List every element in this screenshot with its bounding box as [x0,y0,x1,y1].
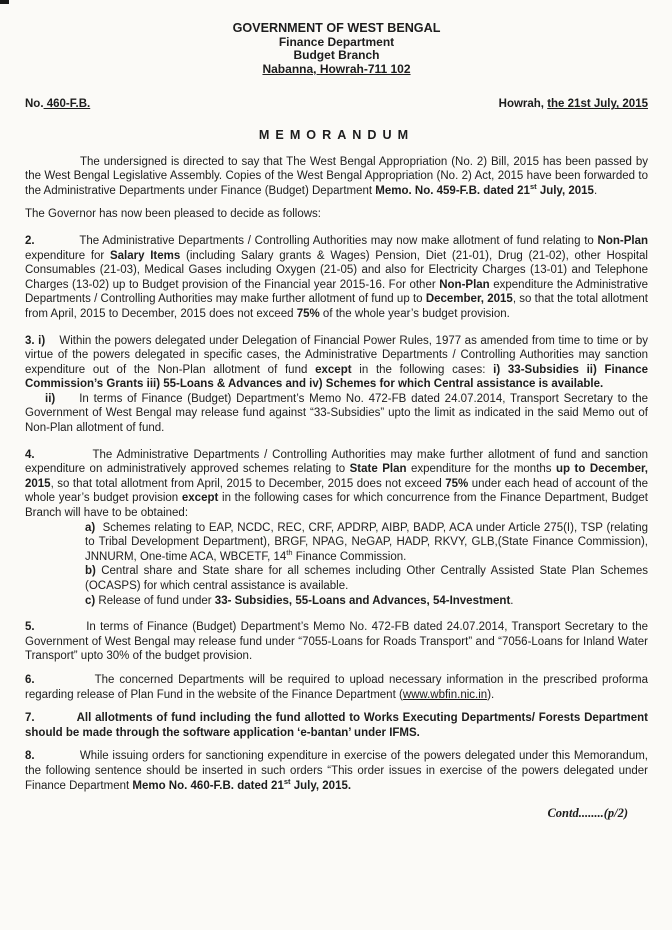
text-segment: up to December, 2015 [25,463,649,490]
text-segment: Central share and State share for all schemes including Other Centrally Assisted State Plan Schemes (OCASPS) for which central assistance is available. [85,565,648,592]
date-line: Howrah, the 21st July, 2015 [498,98,648,111]
text-segment: 2. [25,234,35,247]
text-segment: under each head of account of the whole year’s budget provision [25,477,649,505]
text-segment: July, 2015. [290,779,352,792]
text-segment: Salary Items [109,249,181,262]
text-segment: ii) [45,392,56,405]
text-segment: In terms of Finance (Budget) Department’s Memo No. 472-FB dated 24.07.2014, Transport Secretary to the Government of West Bengal may release fund against “33-Subsidies” upto the limit as indicated in the said Memo out of Non-Plan allotment of fund. [25,392,648,435]
text-segment: expenditure the Administrative Departments / Controlling Authorities may make further allotment of fund up to [25,278,648,306]
text-segment: b) [85,565,96,578]
paragraph-4a [85,521,648,565]
continuation-note: Contd........(p/2) [547,806,628,821]
text-segment: expenditure for the months [406,463,557,476]
text-segment: Finance Commission. [292,550,407,563]
memo-title: MEMORANDUM [258,127,415,142]
text-segment: www.wbfin.nic.in [402,688,488,701]
paragraph-intro [25,155,648,199]
text-segment: Non-Plan [439,278,490,291]
text-segment: 7. [25,712,35,725]
paragraph-governor: The Governor has now been pleased to decide as follows: [25,208,321,221]
text-segment: December, 2015 [425,293,513,306]
text-segment: Within the powers delegated under Delegation of Financial Power Rules, 1977 as amended from time to time or by virtue of the powers delegated in specific cases, the Administrative Departments / Controlling Authorities may sanction expenditure out of the Non-Plan allotment of fund [25,334,649,376]
text-segment: in the following cases for which concurrence from the Finance Department, Budget Branch will have to be obtained: [25,492,648,520]
text-segment: The Administrative Departments / Controlling Authorities may now make allotment of fund relating to [34,234,598,247]
paragraph-6 [25,673,648,702]
text-segment: Non-Plan [597,234,648,247]
text-segment: . [593,184,598,197]
text-segment: 75% [445,477,469,490]
text-segment: State Plan [349,463,407,476]
text-segment: , so that total allotment from April, 2015 to December, 2015 does not exceed [50,477,446,490]
paragraph-3ii [25,392,648,436]
text-segment: In terms of Finance (Budget) Department’s Memo No. 472-FB dated 24.07.2014, Transport Secretary to the Government of West Bengal may release fund under “7055-Loans for Roads Transport” and “7056-Loans for Inland Water Transport” upto 30% of the budget provision. [25,621,648,663]
paragraph-8 [25,749,648,793]
paragraph-4b [85,564,648,593]
text-segment: in the following cases: [351,363,494,376]
text-segment: except [315,363,352,376]
text-segment: st [283,776,291,786]
text-segment: July, 2015 [536,184,594,197]
text-segment: 33- Subsidies, 55-Loans and Advances, 54-Investment [214,594,511,607]
reference-row [25,97,648,112]
branch-name: Budget Branch [293,48,380,63]
text-segment: th [286,547,293,557]
text-segment: Memo No. 460-F.B. dated 21 [132,779,284,792]
scan-artifact [0,0,9,4]
paragraph-7 [25,711,648,740]
text-segment: 6. [25,673,35,686]
text-segment: of the whole year’s budget provision. [319,307,510,320]
text-segment: c) [85,594,96,607]
text-segment: While issuing orders for sanctioning expenditure in exercise of the powers delegated under this Memorandum, the following sentence should be inserted in such orders “This order issues in exercise of the powers delegated under Finance Department [25,750,648,792]
memo-number: No. 460-F.B. [25,98,91,111]
paragraph-3i [25,334,648,392]
text-segment: The concerned Departments will be required to upload necessary information in the prescribed proforma regarding release of Plan Fund in the website of the Finance Department ( [25,673,648,701]
text-segment: except [181,492,219,505]
org-name: GOVERNMENT OF WEST BENGAL [232,21,441,35]
address-line: Nabanna, Howrah-711 102 [262,61,411,76]
text-segment: Schemes relating to EAP, NCDC, REC, CRF, APDRP, AIBP, BADP, ACA under Article 275(I), TSP (relating to Tribal Development Department), BRGF, NPAG, NeGAP, HADP, RKVY, GLB,(State Finance Commission), JNNURM, One-time ACA, WBCETF, 14 [85,521,648,563]
text-segment: (including Salary grants & Wages) Pension, Diet (21-01), Drug (21-02), other Hospital Consumables (21-03), Medical Gases including Oxygen (21-05) and also for Electricity Charges (13-01) and Telephone Charges (13-02) up to Budget provision of the Financial year 2015-16. For other [25,249,648,291]
text-segment: st [529,181,537,191]
text-segment: i) 33-Subsidies ii) Finance Commission’s Grants iii) 55-Loans & Advances and iv) Schemes for which Central assistance is available. [25,363,648,391]
paragraph-4 [25,448,648,521]
text-segment: The Administrative Departments / Controlling Authorities may make further allotment of fund and sanction expenditure on administratively approved schemes relating to [25,448,648,476]
text-segment: ). [487,688,495,701]
text-segment: Release of fund under [95,594,215,607]
text-segment: . [510,594,514,607]
text-segment: 3. i) [25,334,46,347]
paragraph-4c [85,594,648,609]
paragraph-5 [25,620,648,664]
text-segment: 5. [25,621,35,634]
text-segment: 8. [25,750,35,763]
text-segment: The undersigned is directed to say that The West Bengal Appropriation (No. 2) Bill, 2015 has been passed by the West Bengal Legislative Assembly. Copies of the West Bengal Appropriation (No. 2) Act, 2015 have been forwarded to the Administrative Departments under Finance (Budget) Department [25,155,648,197]
text-segment: , so that the total allotment from April, 2015 to December, 2015 does not exceed [25,293,648,320]
text-segment: 4. [25,448,35,461]
department-name: Finance Department [278,34,395,49]
text-segment: All allotments of fund including the fund allotted to Works Executing Departments/ Forests Department should be made through the software application ‘e-bantan’ under IFMS. [25,712,648,739]
letterhead [25,22,648,76]
text-segment: expenditure for [25,249,110,262]
paragraph-2 [25,234,648,322]
text-segment: Memo. No. 459-F.B. dated 21 [375,184,530,197]
text-segment: 75% [296,307,320,320]
text-segment: a) [85,521,96,534]
